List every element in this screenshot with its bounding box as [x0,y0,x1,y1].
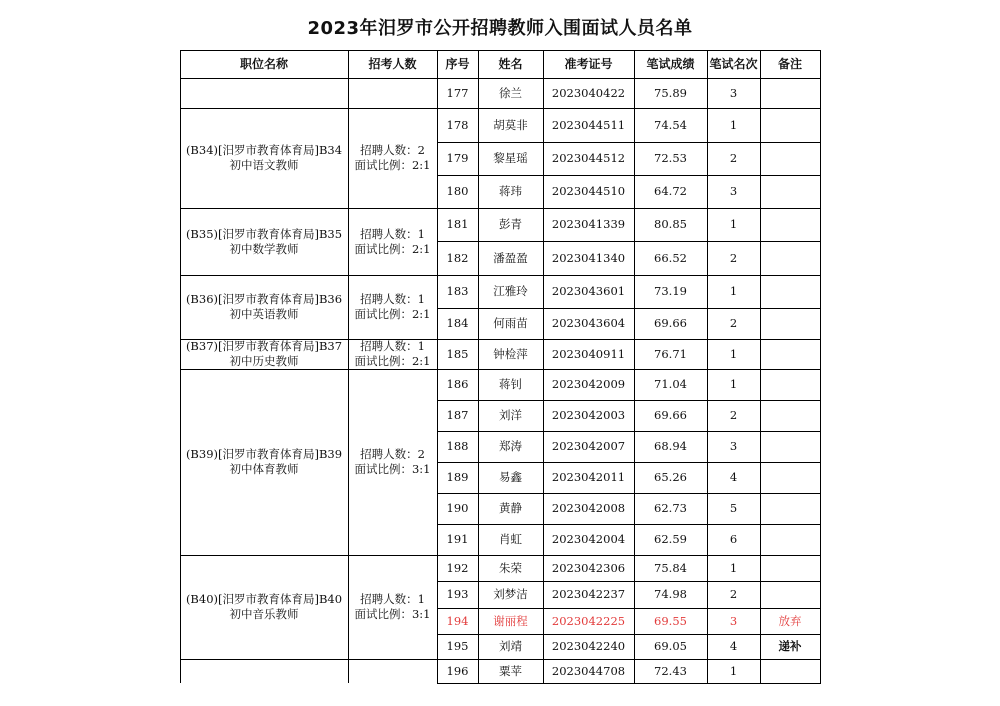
cell-rank: 2 [729,250,738,265]
cell-name: 谢丽程 [493,613,528,628]
cell-score: 75.84 [654,560,687,575]
position-line: 初中历史教师 [229,354,299,368]
position-line: (B37)[汨罗市教育体育局]B37 [185,339,343,353]
cell-score: 64.72 [654,184,687,198]
grid-line [760,50,761,683]
cell-id: 2023041340 [551,250,626,265]
cell-note [760,369,820,400]
column-header-seq: 序号 [445,56,470,71]
cell-seq: 183 [446,284,469,298]
cell-id: 2023042007 [551,439,626,453]
grid-line [437,683,821,684]
cell-seq: 192 [446,560,469,575]
column-header-id: 准考证号 [564,56,613,71]
cell-note [760,555,820,581]
cell-score: 66.52 [654,250,687,265]
grid-line [634,50,635,683]
cell-rank: 1 [729,217,738,231]
cell-position [180,208,348,275]
cell-rank: 3 [729,184,738,198]
column-header-note: 备注 [777,56,802,71]
cell-name: 黄静 [499,501,522,515]
cell-note [760,339,820,369]
quota-line: 招聘人数：1 [360,339,425,353]
column-header-score: 笔试成绩 [646,56,695,71]
cell-name: 钟检萍 [493,346,528,361]
quota-line: 招聘人数：1 [360,226,425,241]
cell-name: 何雨苗 [493,316,528,330]
cell-rank: 2 [729,151,738,165]
quota-line: 面试比例：2:1 [354,354,431,368]
cell-score: 69.55 [654,613,687,628]
cell-id: 2023042008 [551,501,626,515]
cell-seq: 178 [446,117,469,132]
cell-seq: 193 [446,587,469,601]
cell-quota [348,78,437,108]
cell-seq: 195 [446,639,469,653]
column-header-position: 职位名称 [239,56,288,71]
cell-position [180,339,348,369]
cell-id: 2023041339 [551,217,626,231]
column-header-rank: 笔试名次 [709,56,758,71]
cell-rank: 1 [729,284,738,298]
cell-score: 74.54 [654,117,687,132]
cell-score: 72.43 [654,663,687,678]
cell-id: 2023042004 [551,532,626,546]
cell-note [760,431,820,462]
cell-name: 刘洋 [499,408,522,422]
cell-note [760,581,820,608]
cell-id: 2023042306 [551,560,626,575]
cell-rank: 2 [729,408,738,422]
cell-name: 刘梦洁 [493,587,528,601]
cell-note [760,462,820,493]
cell-id: 2023040422 [551,85,626,100]
page-title: 2023年汨罗市公开招聘教师入围面试人员名单 [307,18,693,39]
cell-seq: 185 [446,346,469,361]
cell-id: 2023044511 [551,117,626,132]
cell-id: 2023042011 [551,470,626,484]
cell-quota [348,208,437,275]
quota-line: 面试比例：3:1 [354,462,431,476]
cell-score: 69.05 [654,639,687,653]
cell-name: 蒋玮 [499,184,522,198]
grid-line [437,50,438,683]
cell-position [180,369,348,555]
cell-note [760,208,820,241]
cell-rank: 2 [729,587,738,601]
cell-seq: 187 [446,408,469,422]
cell-score: 65.26 [654,470,687,484]
position-line: 初中数学教师 [229,241,299,256]
cell-note [760,275,820,308]
cell-position [180,78,348,108]
cell-id: 2023044708 [551,663,626,678]
cell-note [760,108,820,142]
cell-note [760,493,820,524]
cell-name: 粟苹 [499,663,522,678]
cell-seq: 182 [446,250,469,265]
cell-note: 放弃 [778,613,802,628]
cell-id: 2023043601 [551,284,626,298]
cell-note [760,78,820,108]
cell-quota [348,659,437,683]
cell-rank: 1 [729,346,738,361]
cell-score: 73.19 [654,284,687,298]
cell-id: 2023044510 [551,184,626,198]
position-line: (B40)[汨罗市教育体育局]B40 [185,592,343,606]
cell-rank: 3 [729,439,738,453]
cell-seq: 194 [446,613,469,628]
column-header-quota: 招考人数 [368,56,417,71]
cell-position [180,659,348,683]
cell-quota [348,555,437,659]
cell-position [180,108,348,208]
cell-id: 2023042003 [551,408,626,422]
position-line: 初中英语教师 [229,307,299,321]
cell-id: 2023040911 [551,346,626,361]
cell-score: 71.04 [654,377,687,391]
position-line: (B34)[汨罗市教育体育局]B34 [185,143,343,157]
cell-seq: 186 [446,377,469,391]
cell-name: 蒋钊 [499,377,522,391]
position-line: (B39)[汨罗市教育体育局]B39 [185,447,343,461]
grid-line [478,50,479,683]
grid-line [820,50,821,683]
cell-note [760,308,820,339]
cell-score: 69.66 [654,408,687,422]
cell-name: 易鑫 [499,470,522,484]
cell-rank: 4 [729,470,738,484]
position-line: 初中语文教师 [229,158,299,172]
cell-id: 2023044512 [551,151,626,165]
cell-id: 2023042225 [551,613,626,628]
cell-name: 黎星瑶 [493,151,528,165]
cell-seq: 177 [446,85,469,100]
cell-note [760,524,820,555]
cell-quota [348,108,437,208]
grid-line [180,659,438,660]
cell-score: 62.59 [654,532,687,546]
cell-id: 2023042009 [551,377,626,391]
cell-rank: 1 [729,117,738,132]
cell-rank: 1 [729,377,738,391]
cell-score: 80.85 [654,217,687,231]
cell-note [760,400,820,431]
cell-name: 徐兰 [499,85,522,100]
cell-note [760,659,820,683]
cell-name: 朱荣 [499,560,522,575]
cell-seq: 189 [446,470,469,484]
cell-rank: 2 [729,316,738,330]
quota-line: 面试比例：3:1 [354,607,431,621]
grid-line [180,50,181,683]
quota-line: 招聘人数：2 [360,143,425,157]
cell-rank: 4 [729,639,738,653]
cell-score: 74.98 [654,587,687,601]
cell-quota [348,369,437,555]
quota-line: 招聘人数：1 [360,292,425,306]
cell-seq: 196 [446,663,469,678]
cell-id: 2023043604 [551,316,626,330]
cell-name: 刘靖 [499,639,522,653]
grid-line [180,50,821,51]
cell-position [180,275,348,339]
quota-line: 面试比例：2:1 [354,307,431,321]
column-header-name: 姓名 [498,56,523,71]
grid-line [543,50,544,683]
cell-seq: 181 [446,217,469,231]
quota-line: 面试比例：2:1 [354,241,431,256]
cell-rank: 3 [729,613,738,628]
cell-score: 62.73 [654,501,687,515]
grid-line [707,50,708,683]
cell-score: 75.89 [654,85,687,100]
cell-name: 胡莫非 [493,117,528,132]
cell-score: 76.71 [654,346,687,361]
cell-rank: 5 [729,501,738,515]
cell-seq: 179 [446,151,469,165]
position-line: 初中音乐教师 [229,607,299,621]
quota-line: 招聘人数：2 [360,447,425,461]
cell-seq: 191 [446,532,469,546]
cell-id: 2023042240 [551,639,626,653]
position-line: (B35)[汨罗市教育体育局]B35 [185,226,343,241]
grid-line [348,50,349,683]
cell-seq: 190 [446,501,469,515]
cell-name: 江雅玲 [493,284,528,298]
cell-seq: 184 [446,316,469,330]
quota-line: 招聘人数：1 [360,592,425,606]
cell-seq: 180 [446,184,469,198]
cell-rank: 1 [729,663,738,678]
cell-name: 郑涛 [499,439,522,453]
cell-note [760,142,820,175]
cell-name: 肖虹 [499,532,522,546]
cell-name: 彭青 [499,217,522,231]
cell-note: 递补 [778,639,802,653]
quota-line: 面试比例：2:1 [354,158,431,172]
cell-position [180,555,348,659]
cell-rank: 1 [729,560,738,575]
cell-quota [348,275,437,339]
cell-note [760,175,820,208]
cell-score: 69.66 [654,316,687,330]
position-line: (B36)[汨罗市教育体育局]B36 [185,292,343,306]
cell-seq: 188 [446,439,469,453]
cell-note [760,241,820,275]
cell-rank: 3 [729,85,738,100]
cell-score: 68.94 [654,439,687,453]
cell-id: 2023042237 [551,587,626,601]
position-line: 初中体育教师 [229,462,299,476]
cell-quota [348,339,437,369]
cell-rank: 6 [729,532,738,546]
cell-name: 潘盈盈 [493,250,528,265]
cell-score: 72.53 [654,151,687,165]
